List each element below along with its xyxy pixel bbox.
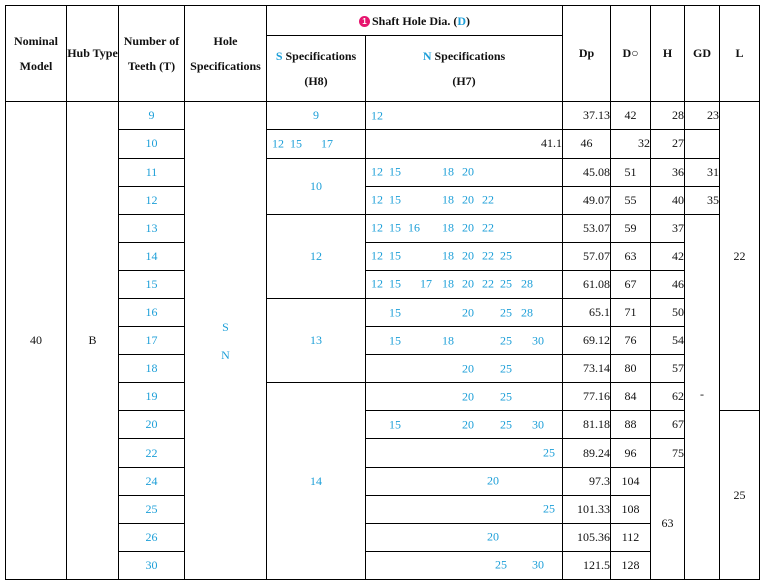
s-spec-cell: 13 [267, 298, 366, 382]
teeth-cell: 15 [119, 270, 185, 298]
header-nominal-model: Nominal Model [6, 6, 67, 102]
n-value: 30 [532, 417, 544, 432]
s-spec-cell: 12 [267, 214, 366, 298]
n-spec-cell [267, 130, 366, 158]
n-value: 20 [462, 220, 474, 235]
gd-cell: 31 [685, 158, 720, 186]
table-row [6, 298, 760, 326]
n-value: 20 [487, 529, 499, 544]
header-gd: GD [685, 6, 720, 102]
n-value: 20 [462, 361, 474, 376]
dp-cell: 41.1 [366, 130, 563, 158]
n-spec-cell [366, 102, 563, 130]
n-value: 25 [500, 305, 512, 320]
header-n-specifications [366, 36, 563, 102]
header-hole-specifications: Hole Specifications [185, 6, 267, 102]
n-spec-cell [366, 523, 563, 551]
teeth-cell: 11 [119, 158, 185, 186]
table-row [6, 551, 760, 579]
teeth-cell: 10 [119, 130, 185, 158]
n-value: 25 [543, 445, 555, 460]
do-cell: 128 [611, 551, 651, 579]
n-value: 20 [462, 248, 474, 263]
dp-cell: 89.24 [563, 439, 611, 467]
teeth-cell: 17 [119, 327, 185, 355]
n-value: 30 [532, 557, 544, 572]
n-value: 20 [487, 473, 499, 488]
n-spec-cell [366, 439, 563, 467]
n-value: 22 [482, 248, 494, 263]
n-value: 15 [389, 220, 401, 235]
hub-type-cell: B [67, 102, 119, 580]
h-cell: 36 [651, 158, 685, 186]
n-spec-cell [366, 411, 563, 439]
header-h: H [651, 6, 685, 102]
do-cell: 55 [611, 186, 651, 214]
dp-cell: 65.1 [563, 298, 611, 326]
n-value: 17 [321, 136, 333, 151]
header-s-specifications [267, 36, 366, 102]
do-cell: 96 [611, 439, 651, 467]
n-value: 15 [389, 417, 401, 432]
n-value: 15 [389, 276, 401, 291]
teeth-cell: 30 [119, 551, 185, 579]
gd-dash: - [700, 387, 705, 402]
table-row [6, 130, 760, 158]
dp-cell: 53.07 [563, 214, 611, 242]
gd-cell: 35 [685, 186, 720, 214]
l-cell: 25 [720, 411, 760, 580]
teeth-cell: 19 [119, 383, 185, 411]
dp-cell: 81.18 [563, 411, 611, 439]
teeth-cell: 20 [119, 411, 185, 439]
shaft-hole-title: Shaft Hole Dia. [372, 13, 451, 28]
n-code: N [422, 48, 432, 63]
number-one-icon: 1 [359, 16, 370, 27]
dp-cell: 105.36 [563, 523, 611, 551]
n-value: 20 [462, 276, 474, 291]
teeth-cell: 26 [119, 523, 185, 551]
table-row [6, 102, 760, 130]
table-body [6, 102, 760, 580]
n-value: 15 [389, 305, 401, 320]
table-row [6, 270, 760, 298]
teeth-cell: 16 [119, 298, 185, 326]
s-spec-cell: 14 [267, 383, 366, 580]
dp-cell: 45.08 [563, 158, 611, 186]
n-value: 28 [521, 305, 533, 320]
n-value: 15 [389, 164, 401, 179]
do-cell: 88 [611, 411, 651, 439]
table-row [6, 439, 760, 467]
header-do: D○ [611, 6, 651, 102]
h-cell: 42 [651, 242, 685, 270]
teeth-cell: 13 [119, 214, 185, 242]
h-cell-merged: 63 [651, 467, 685, 579]
specification-table [5, 5, 760, 580]
teeth-cell: 18 [119, 355, 185, 383]
header-hub-type: Hub Type [67, 6, 119, 102]
dp-cell: 37.13 [563, 102, 611, 130]
h-cell: 62 [651, 383, 685, 411]
do-cell: 112 [611, 523, 651, 551]
h-cell: 50 [651, 298, 685, 326]
n-value: 22 [482, 276, 494, 291]
n-value: 22 [482, 192, 494, 207]
n-spec-cell [366, 214, 563, 242]
n-value: 25 [500, 333, 512, 348]
s-code: S [275, 48, 283, 63]
do-cell: 67 [611, 270, 651, 298]
table-row [6, 495, 760, 523]
n-value: 22 [482, 220, 494, 235]
h-cell: 40 [651, 186, 685, 214]
n-value: 25 [500, 276, 512, 291]
l-cell: 22 [720, 102, 760, 411]
do-cell: 76 [611, 327, 651, 355]
n-value: 15 [389, 333, 401, 348]
do-cell: 71 [611, 298, 651, 326]
dp-cell: 57.07 [563, 242, 611, 270]
n-value: 16 [408, 220, 420, 235]
model-cell: 40 [6, 102, 67, 580]
n-value: 25 [500, 248, 512, 263]
n-spec-label: Specifications [434, 48, 506, 63]
n-value: 18 [442, 164, 454, 179]
teeth-cell: 22 [119, 439, 185, 467]
n-value: 15 [290, 136, 302, 151]
n-tolerance: (H7) [452, 73, 476, 88]
do-cell: 42 [611, 102, 651, 130]
do-cell: 104 [611, 467, 651, 495]
n-value: 15 [389, 248, 401, 263]
h-cell: 28 [651, 102, 685, 130]
do-cell: 59 [611, 214, 651, 242]
do-cell: 46 [563, 130, 611, 158]
dp-cell: 101.33 [563, 495, 611, 523]
n-value: 17 [420, 276, 432, 291]
n-spec-cell [366, 327, 563, 355]
hole-spec-n: N [221, 347, 230, 362]
header-number-of-teeth: Number of Teeth (T) [119, 6, 185, 102]
table-row [6, 523, 760, 551]
n-spec-cell [366, 551, 563, 579]
n-value: 25 [495, 557, 507, 572]
n-value: 12 [371, 220, 383, 235]
dp-cell: 73.14 [563, 355, 611, 383]
n-value: 25 [543, 501, 555, 516]
gd-cell: 23 [685, 102, 720, 130]
s-tolerance: (H8) [304, 73, 328, 88]
table-row [6, 383, 760, 411]
n-spec-cell [366, 186, 563, 214]
n-spec-cell [366, 355, 563, 383]
header-dp: Dp [563, 6, 611, 102]
n-value: 18 [442, 220, 454, 235]
h-cell: 32 [611, 130, 651, 158]
n-value: 12 [371, 164, 383, 179]
h-cell: 67 [651, 411, 685, 439]
s-spec-label: Specifications [285, 48, 357, 63]
n-value: 25 [500, 361, 512, 376]
n-spec-cell [366, 270, 563, 298]
teeth-cell: 9 [119, 102, 185, 130]
dp-cell: 49.07 [563, 186, 611, 214]
n-spec-cell [366, 467, 563, 495]
n-spec-cell [366, 158, 563, 186]
n-value: 20 [462, 417, 474, 432]
teeth-cell: 24 [119, 467, 185, 495]
n-spec-cell [366, 298, 563, 326]
teeth-cell: 25 [119, 495, 185, 523]
dp-cell: 97.3 [563, 467, 611, 495]
n-value: 12 [272, 136, 284, 151]
table-row [6, 214, 760, 242]
n-value: 12 [371, 248, 383, 263]
n-value: 18 [442, 333, 454, 348]
n-value: 30 [532, 333, 544, 348]
n-value: 12 [371, 108, 383, 123]
table-row [6, 242, 760, 270]
header-l: L [720, 6, 760, 102]
s-spec-cell: 10 [267, 158, 366, 214]
dp-cell: 77.16 [563, 383, 611, 411]
n-value: 20 [462, 389, 474, 404]
do-cell: 108 [611, 495, 651, 523]
n-spec-cell [366, 242, 563, 270]
n-value: 12 [371, 276, 383, 291]
table-row [6, 158, 760, 186]
n-value: 15 [389, 192, 401, 207]
s-spec-cell: 9 [267, 102, 366, 130]
table-row [6, 355, 760, 383]
gd-cell-dash [685, 214, 720, 579]
dp-cell: 69.12 [563, 327, 611, 355]
hole-spec-s: S [222, 319, 229, 334]
n-value: 20 [462, 164, 474, 179]
n-value: 25 [500, 389, 512, 404]
n-value: 20 [462, 305, 474, 320]
table-row [6, 411, 760, 439]
header-shaft-hole-dia: 1 Shaft Hole Dia. (D) [267, 6, 563, 36]
n-value: 28 [521, 276, 533, 291]
hole-spec-cell [185, 102, 267, 580]
dp-cell: 61.08 [563, 270, 611, 298]
shaft-hole-code: D [457, 13, 467, 28]
do-cell: 51 [611, 158, 651, 186]
n-value: 25 [500, 417, 512, 432]
h-cell: 54 [651, 327, 685, 355]
dp-cell: 121.5 [563, 551, 611, 579]
gd-cell: 27 [651, 130, 685, 158]
teeth-cell: 12 [119, 186, 185, 214]
n-value: 18 [442, 192, 454, 207]
do-cell: 80 [611, 355, 651, 383]
n-spec-cell [366, 495, 563, 523]
h-cell: 75 [651, 439, 685, 467]
n-value: 18 [442, 276, 454, 291]
do-cell: 84 [611, 383, 651, 411]
h-cell: 46 [651, 270, 685, 298]
n-value: 18 [442, 248, 454, 263]
teeth-cell: 14 [119, 242, 185, 270]
table-row [6, 467, 760, 495]
table-row [6, 186, 760, 214]
n-value: 12 [371, 192, 383, 207]
n-value: 20 [462, 192, 474, 207]
do-cell: 63 [611, 242, 651, 270]
table-row [6, 327, 760, 355]
n-spec-cell [366, 383, 563, 411]
h-cell: 57 [651, 355, 685, 383]
h-cell: 37 [651, 214, 685, 242]
